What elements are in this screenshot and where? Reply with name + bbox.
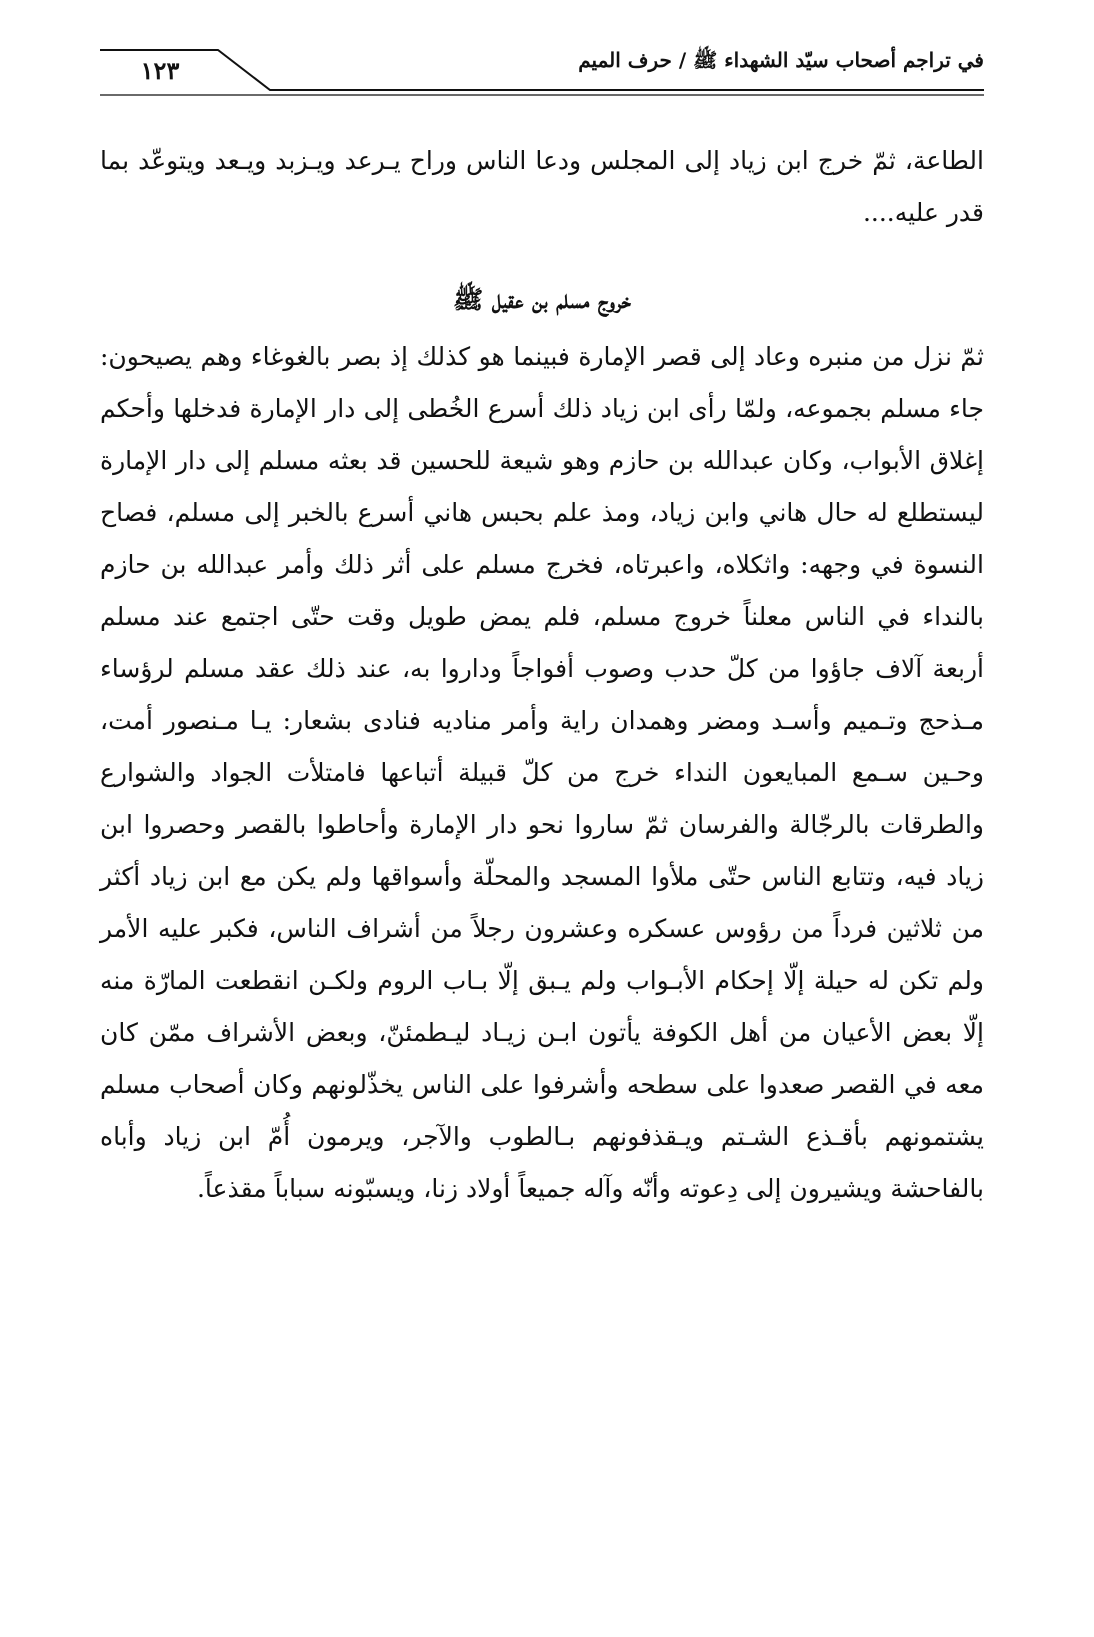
intro-paragraph: الطاعة، ثمّ خرج ابن زياد إلى المجلس ودعا الناس وراح يـرعد ويـزبد ويـعد ويتوعّد بما قدر عليه....	[100, 146, 984, 227]
section-title: خروج مسلم بن عقيل ﷺ	[453, 285, 631, 314]
page-body	[100, 135, 984, 1215]
page-header	[100, 38, 984, 98]
running-title: في تراجم أصحاب سيّد الشهداء ﷺ / حرف الميم	[578, 48, 984, 72]
main-paragraph: ثمّ نزل من منبره وعاد إلى قصر الإمارة فبينما هو كذلك إذ بصر بالغوغاء وهم يصيحون: جاء مسلم بجموعه، ولمّا رأى ابن زياد ذلك أسرع الخُطى إلى دار الإمارة فدخلها وأحكم إغلاق الأبواب، وكان عبدالله بن حازم وهو شيعة للحسين قد بعثه مسلم إلى دار الإمارة ليستطلع له حال هاني وابن زياد، ومذ علم بحبس هاني أسرع بالخبر إلى مسلم، فصاح النسوة في وجهه: واثكلاه، واعبرتاه، فخرج مسلم على أثر ذلك وأمر عبدالله بن حازم بالنداء في الناس معلناً خروج مسلم، فلم يمض طويل وقت حتّى اجتمع عند مسلم أربعة آلاف جاؤوا من كلّ حدب وصوب أفواجاً وداروا به، عند ذلك عقد مسلم لرؤساء مـذحج وتـميم وأسـد ومضر وهمدان راية وأمر مناديه فنادى بشعار: يـا مـنصور أمت، وحـين سـمع المبايعون النداء خرج من كلّ قبيلة أتباعها فامتلأت الجواد والشوارع والطرقات بالرجّالة والفرسان ثمّ ساروا نحو دار الإمارة وأحاطوا بالقصر وحصروا ابن زياد فيه، وتتابع الناس حتّى ملأوا المسجد والمحلّة وأسواقها ولم يكن مع ابن زياد أكثر من ثلاثين فرداً من رؤوس عسكره وعشرون رجلاً من أشراف الناس، فكبر عليه الأمر ولم تكن له حيلة إلّا إحكام الأبـواب ولم يـبق إلّا بـاب الروم ولكـن انقطعت المارّة منه إلّا بعض الأعيان من أهل الكوفة يأتون ابـن زيـاد ليـطمئنّ، وبعض الأشراف ممّن كان معه في القصر صعدوا على سطحه وأشرفوا على الناس يخذّلونهم وكان أصحاب مسلم يشتمونهم بأقـذع الشـتم ويـقذفونهم بـالطوب والآجر، ويرمون أُمّ ابن زياد وأباه بالفاحشة ويشيرون إلى دِعوته وأنّه وآله جميعاً أولاد زنا، ويسبّونه سباباً مقذعاً.	[100, 342, 984, 1203]
page-number: ١٢٣	[140, 56, 180, 85]
